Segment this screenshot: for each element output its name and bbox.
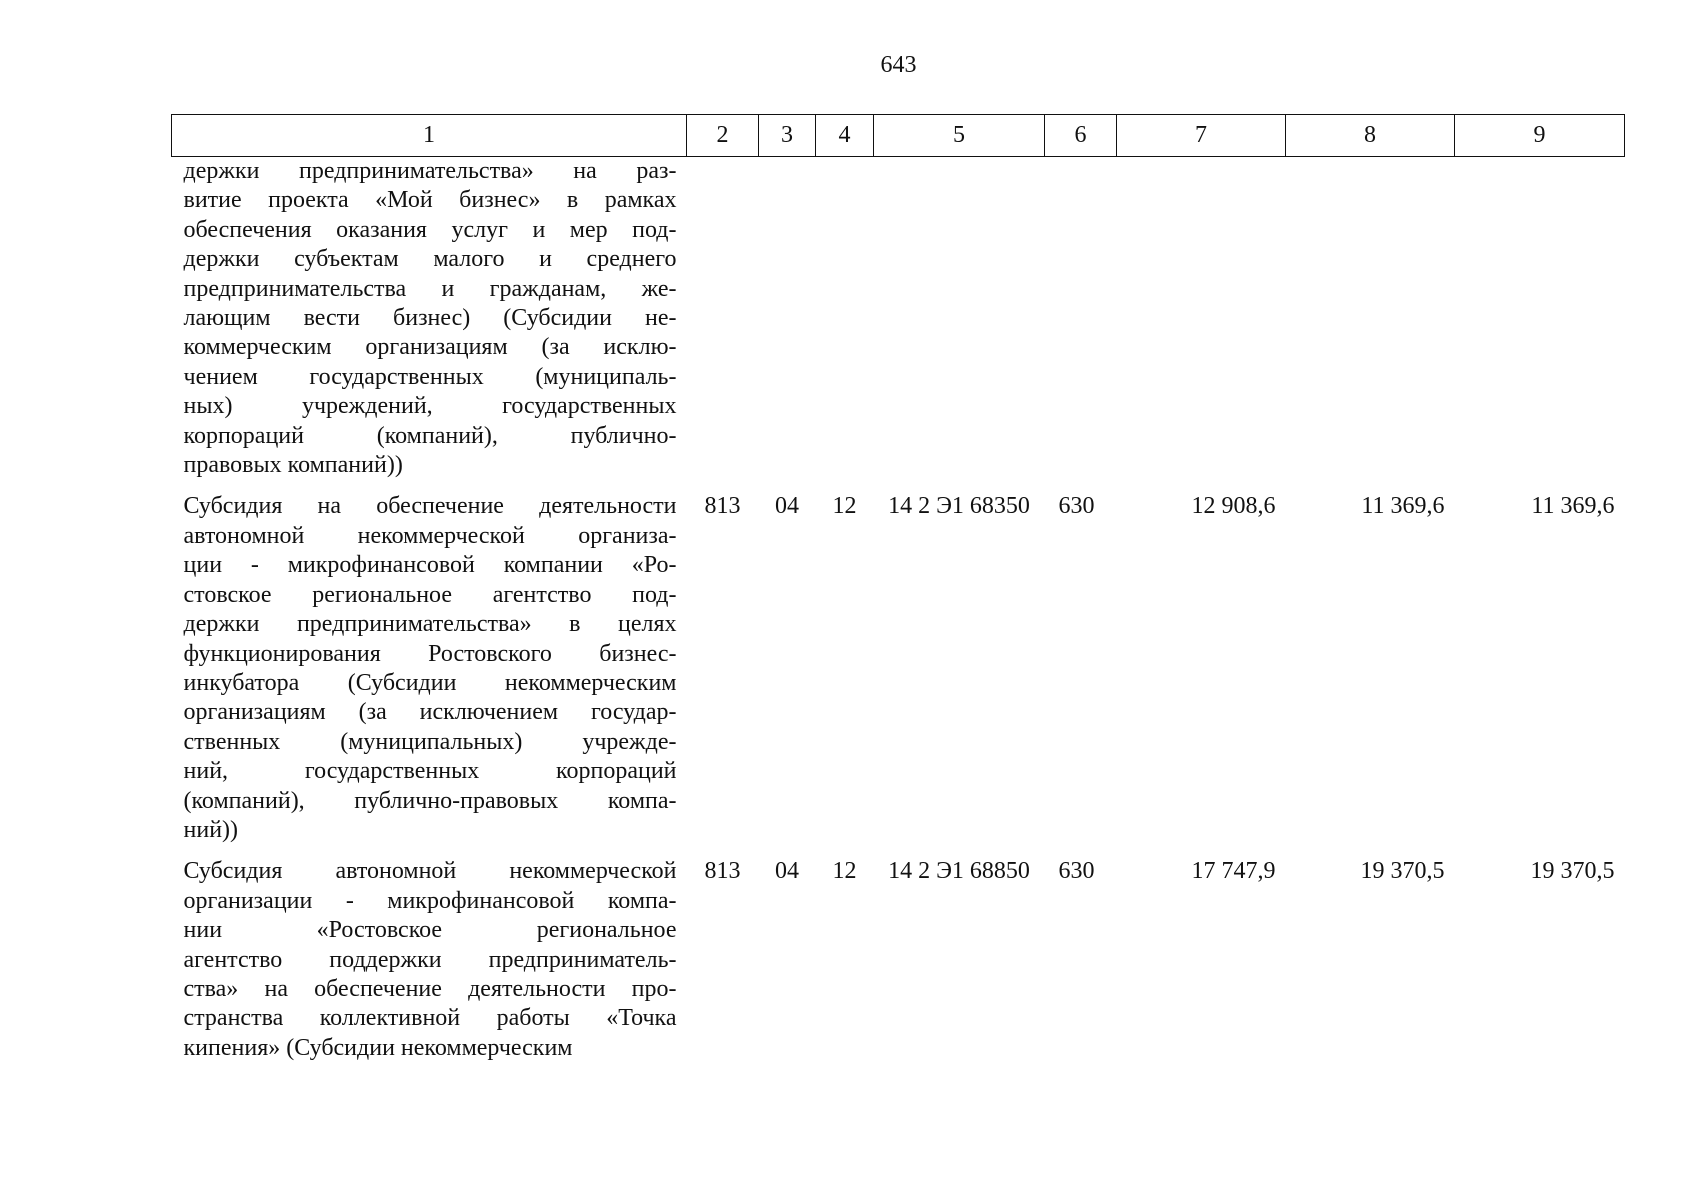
column-header: 8	[1286, 115, 1455, 157]
description-line: обеспечения оказания услуг и мер под-	[183, 216, 677, 243]
expense-type-code	[1045, 157, 1117, 481]
description-line: ных) учреждений, государственных	[183, 393, 677, 420]
description-line: автономной некоммерческой организа-	[183, 522, 677, 549]
column-header: 6	[1045, 115, 1117, 157]
description-line: лающим вести бизнес) (Субсидии не-	[183, 305, 677, 332]
section-code: 04	[775, 858, 799, 885]
column-header: 1	[172, 115, 687, 157]
target-article-code: 14 2 Э1 68850	[888, 858, 1030, 885]
description-line: функционирования Ростовского бизнес-	[183, 640, 677, 667]
description-line: Субсидия на обеспечение деятельности	[183, 493, 677, 520]
column-header: 3	[759, 115, 816, 157]
amount-year-2: 11 369,6	[1361, 493, 1445, 520]
amount-year-1: 12 908,6	[1191, 493, 1276, 520]
row-description	[172, 157, 687, 481]
row-description	[172, 480, 687, 845]
description-line: инкубатора (Субсидии некоммерческим	[183, 669, 677, 696]
table-header-row	[172, 115, 1625, 157]
target-article-code	[874, 157, 1045, 481]
description-line: стовское региональное агентство под-	[183, 581, 677, 608]
description-line: агентство поддержки предприниматель-	[183, 946, 677, 973]
subsection-code: 12	[832, 858, 857, 885]
expense-type-code: 630	[1058, 858, 1095, 885]
description-line: (компаний), публично-правовых компа-	[183, 787, 677, 814]
description-line: ственных (муниципальных) учрежде-	[183, 728, 677, 755]
description-line: Субсидия автономной некоммерческой	[183, 858, 677, 885]
table-row	[172, 845, 1625, 1063]
subsection-code: 12	[832, 493, 857, 520]
description-line: странства коллективной работы «Точка	[183, 1005, 677, 1032]
description-line: держки предпринимательства» в целях	[183, 611, 677, 638]
amount-year-1	[1117, 157, 1286, 481]
ministry-code	[687, 157, 759, 481]
amount-year-3: 19 370,5	[1530, 858, 1615, 885]
ministry-code: 813	[704, 493, 741, 520]
column-header: 9	[1455, 115, 1625, 157]
description-line: ства» на обеспечение деятельности про-	[183, 975, 677, 1002]
description-line: организациям (за исключением государ-	[183, 699, 677, 726]
description-line: нии «Ростовское региональное	[183, 917, 677, 944]
description-line: ний))	[183, 816, 239, 843]
column-header: 7	[1117, 115, 1286, 157]
description-line: коммерческим организациям (за исклю-	[183, 334, 677, 361]
description-line: витие проекта «Мой бизнес» в рамках	[183, 187, 677, 214]
budget-table	[171, 114, 1625, 1063]
column-header: 4	[816, 115, 874, 157]
subsection-code	[816, 157, 874, 481]
amount-year-1: 17 747,9	[1191, 858, 1276, 885]
page-number: 643	[880, 52, 917, 78]
description-line: ции - микрофинансовой компании «Ро-	[183, 552, 677, 579]
description-line: держки предпринимательства» на раз-	[183, 158, 677, 184]
description-line: ний, государственных корпораций	[183, 758, 677, 785]
description-line: чением государственных (муниципаль-	[183, 363, 677, 390]
column-header: 5	[874, 115, 1045, 157]
amount-year-2: 19 370,5	[1360, 858, 1445, 885]
expense-type-code: 630	[1058, 493, 1095, 520]
table-row	[172, 480, 1625, 845]
row-description	[172, 845, 687, 1063]
target-article-code: 14 2 Э1 68350	[888, 493, 1030, 520]
table-row	[172, 157, 1625, 481]
amount-year-2	[1286, 157, 1455, 481]
description-line: правовых компаний))	[183, 452, 403, 479]
section-code: 04	[775, 493, 799, 520]
section-code	[759, 157, 816, 481]
amount-year-3	[1455, 157, 1625, 481]
description-line: держки субъектам малого и среднего	[183, 246, 677, 273]
description-line: организации - микрофинансовой компа-	[183, 887, 677, 914]
ministry-code: 813	[704, 858, 741, 885]
amount-year-3: 11 369,6	[1531, 493, 1615, 520]
column-header: 2	[687, 115, 759, 157]
description-line: корпораций (компаний), публично-	[183, 422, 677, 449]
description-line: кипения» (Субсидии некоммерческим	[183, 1034, 573, 1061]
description-line: предпринимательства и гражданам, же-	[183, 275, 677, 302]
